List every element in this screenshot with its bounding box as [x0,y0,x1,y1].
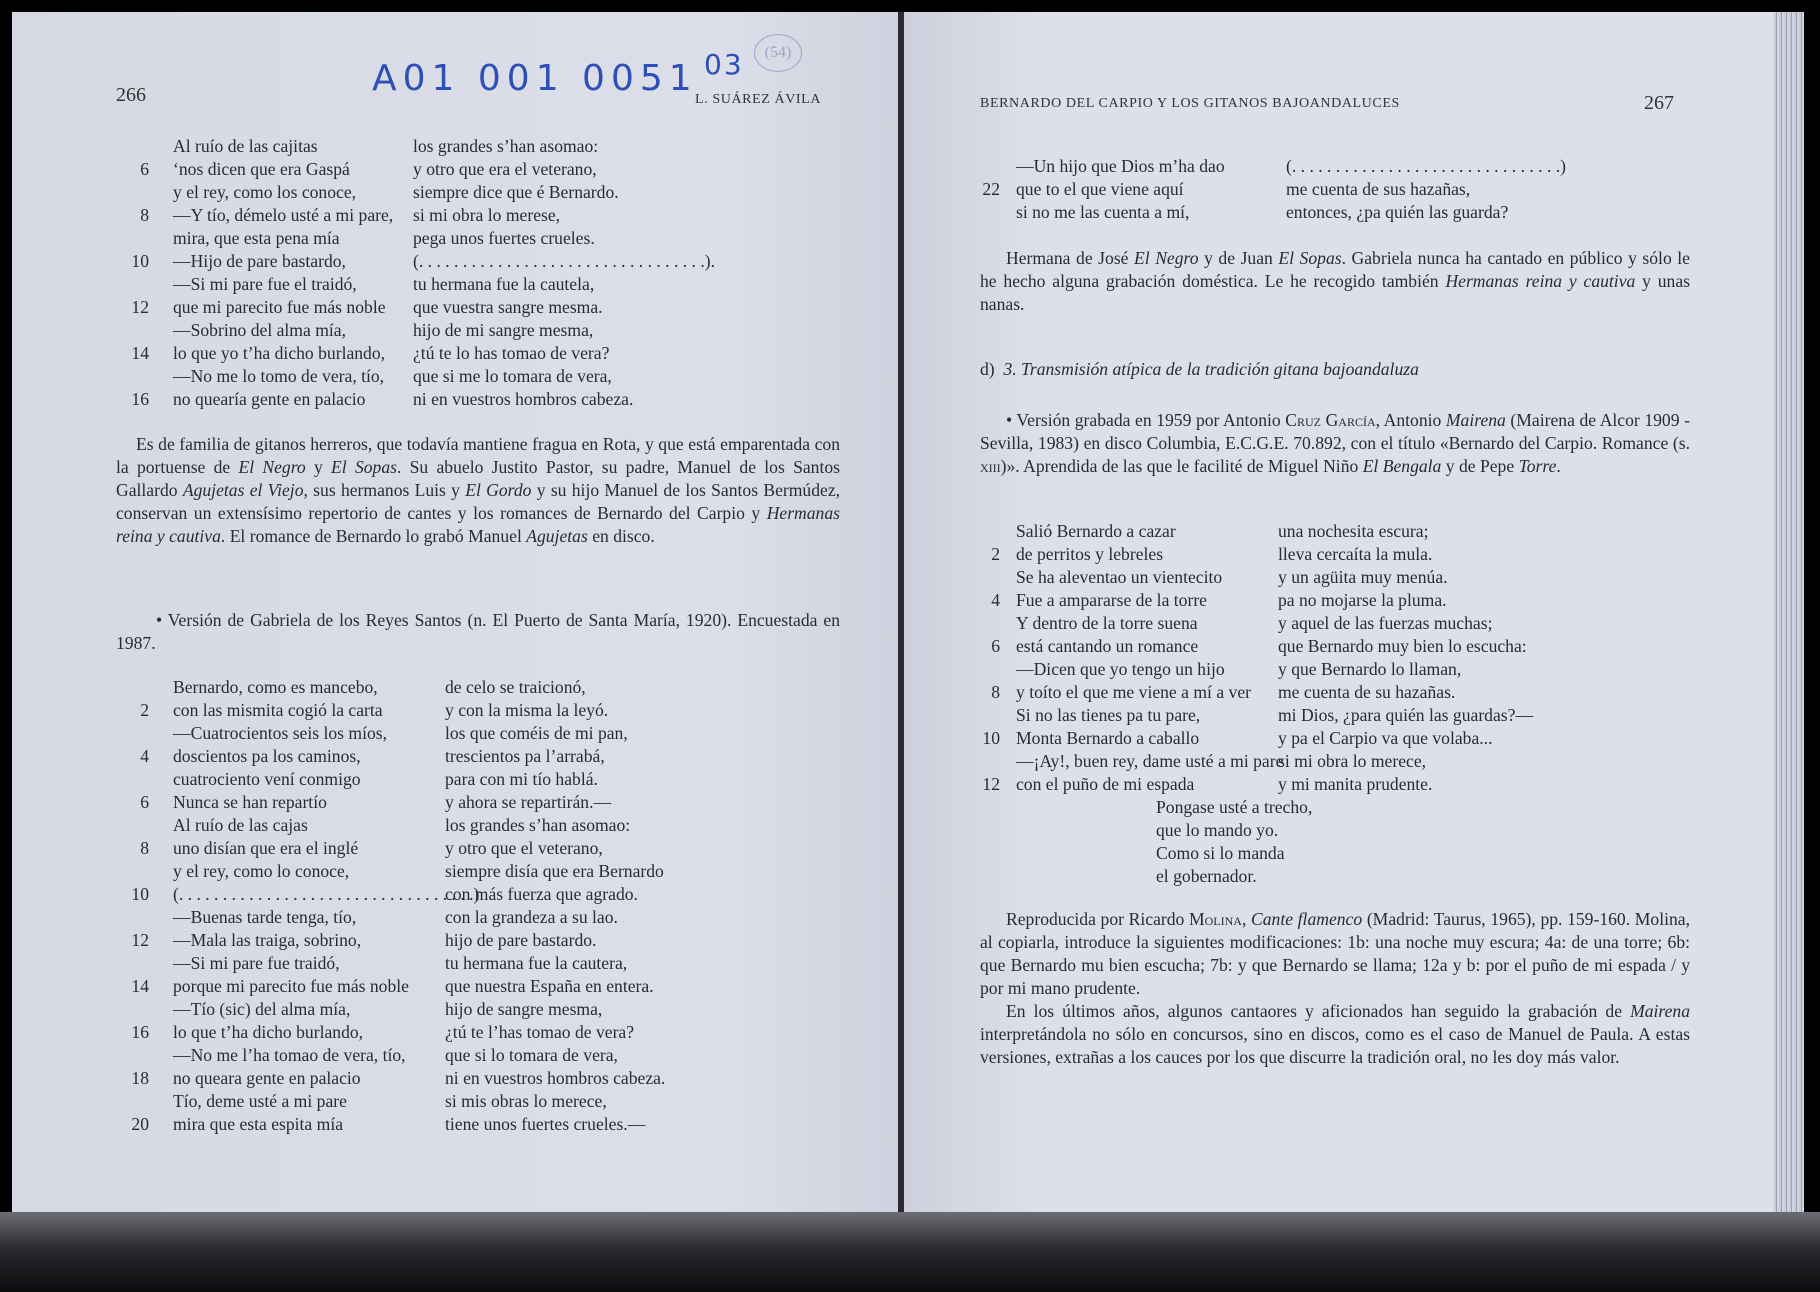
verse-hemistich-b: pa no mojarse la pluma. [1278,590,1447,610]
verse-hemistich-a: Salió Bernardo a cazar [1016,521,1176,541]
verse-hemistich-a: lo que yo t’ha dicho burlando, [173,343,386,363]
coda-line: que lo mando yo. [1156,820,1279,840]
verse-line [115,791,845,814]
verse-line [115,883,845,906]
verse-hemistich-b: los grandes s’han asomao: [445,815,631,835]
verse-line [966,635,1686,658]
paragraph-text [980,1000,1690,1069]
smallcaps-span: xiii [980,456,1001,476]
text-span: Es de familia de gitanos herreros, que todavía mantiene fragua en Rota, y que está emparentada con la portuense de [116,434,840,477]
verse-block-3 [966,155,1686,224]
verse-line [966,612,1686,635]
text-span: y de Pepe [1441,456,1519,476]
verse-line [966,658,1686,681]
italic-span: El Negro [238,457,306,477]
text-span: (Mairena de Alcor 1909 - Sevilla, 1983) en disco Columbia, E.C.G.E. 70.892, con el título «Bernardo del Carpio. Romance (s. [980,410,1690,453]
text-span: en disco. [587,526,655,546]
verse-line-number: 10 [131,251,149,271]
verse-line [115,722,845,745]
verse-line [115,929,845,952]
verse-hemistich-b: trescientos pa l’arrabá, [445,746,605,766]
verse-line-number: 18 [131,1068,149,1088]
version-intro-2 [116,609,840,655]
archive-stamp-suffix: 03 [704,48,744,81]
verse-hemistich-b: que si lo tomara de vera, [445,1045,618,1065]
verse-hemistich-b: (. . . . . . . . . . . . . . . . . . . . . . . . . . . . . . .) [1286,156,1567,176]
verse-line-number: 6 [140,159,149,179]
smallcaps-span: Molina [1188,909,1242,929]
left-page [12,12,898,1224]
verse-line [115,342,835,365]
text-span: En los últimos años, algunos cantaores y aficionados han seguido la grabación de [1006,1001,1631,1021]
verse-hemistich-b: me cuenta de su hazañas. [1278,682,1456,702]
verse-line-number: 10 [982,728,1000,748]
verse-line [115,1021,845,1044]
verse-line [115,814,845,837]
coda-line: Como si lo manda [1156,843,1285,863]
verse-line-number: 16 [131,389,149,409]
verse-line [115,768,845,791]
verse-line-number: 6 [991,636,1000,656]
verse-line [966,589,1686,612]
verse-block-1 [115,135,835,411]
verse-hemistich-a: y el rey, como los conoce, [173,182,357,202]
verse-hemistich-a: que to el que viene aquí [1016,179,1184,199]
verse-line [115,319,835,342]
verse-block-2 [115,676,845,1136]
text-span: . Su abuelo Justito Pastor, su padre, Manuel de los Santos Gallardo [116,457,840,500]
page-edges [1774,12,1804,1224]
italic-span: Cante flamenco [1251,909,1363,929]
verse-hemistich-a: Bernardo, como es mancebo, [173,677,378,697]
verse-hemistich-b: hijo de pare bastardo. [445,930,597,950]
text-span: y su hijo Manuel de los Santos Bermúdez, conservan un extensísimo repertorio de cantes y los romances de Bernardo del Carpio y [116,480,841,523]
page-number-left: 266 [116,84,146,106]
verse-hemistich-b: y ahora se repartirán.— [445,792,612,812]
verse-line [966,750,1686,773]
verse-hemistich-a: (. . . . . . . . . . . . . . . . . . . . . . . . . . . . . . . . . .) [173,884,480,904]
verse-line [115,952,845,975]
verse-hemistich-a: ‘nos dicen que era Gaspá [173,159,350,179]
verse-hemistich-b: siempre disía que era Bernardo [445,861,664,881]
verse-line [115,135,835,158]
text-span: . El romance de Bernardo lo grabó Manuel [220,526,527,546]
verse-line [115,975,845,998]
book-spread [12,12,1804,1224]
verse-hemistich-a: —Si mi pare fue traidó, [173,953,340,973]
verse-hemistich-a: cuatrociento vení conmigo [173,769,361,789]
verse-line [115,388,835,411]
verse-line [115,676,845,699]
verse-line [966,727,1686,750]
verse-line [115,998,845,1021]
verse-hemistich-a: —Mala las traiga, sobrino, [173,930,362,950]
verse-line-number: 10 [131,884,149,904]
verse-hemistich-a: doscientos pa los caminos, [173,746,361,766]
verse-hemistich-a: con las mismita cogió la carta [173,700,383,720]
verse-hemistich-a: Fue a ampararse de la torre [1016,590,1207,610]
verse-line-number: 12 [131,930,149,950]
verse-hemistich-a: que mi parecito fue más noble [173,297,386,317]
verse-hemistich-b: que Bernardo muy bien lo escucha: [1278,636,1527,656]
verse-hemistich-b: con más fuerza que agrado. [445,884,638,904]
section-heading [980,359,1419,380]
verse-hemistich-a: Nunca se han repartío [173,792,327,812]
verse-hemistich-a: porque mi parecito fue más noble [173,976,409,996]
paragraph-text [980,247,1690,316]
verse-hemistich-a: —Tío (sic) del alma mía, [173,999,351,1019]
text-span: y de Juan [1198,248,1279,268]
archive-stamp: A01 001 0051 [372,58,698,99]
text-span: interpretándola no sólo en concursos, sino en discos, como es el caso de Manuel de Paula. A estas versiones, extrañas a los cauces por los que discurre la tradición oral, no les doy más valor. [980,1024,1690,1067]
verse-hemistich-a: de perritos y lebreles [1016,544,1164,564]
verse-hemistich-b: y un agüita muy menúa. [1278,567,1448,587]
verse-hemistich-b: si mis obras lo merece, [445,1091,607,1111]
running-head-left: L. SUÁREZ ÁVILA [695,92,822,107]
paragraph-text [116,433,840,548]
verse-line [115,181,835,204]
verse-hemistich-b: ni en vuestros hombros cabeza. [445,1068,666,1088]
verse-hemistich-b: me cuenta de sus hazañas, [1286,179,1471,199]
pencil-circle-note: (54) [754,34,802,72]
verse-hemistich-a: —No me l’ha tomao de vera, tío, [173,1045,406,1065]
verse-line [966,681,1686,704]
verse-hemistich-b: y pa el Carpio va que volaba... [1278,728,1493,748]
verse-line [966,566,1686,589]
verse-hemistich-a: Y dentro de la torre suena [1016,613,1198,633]
verse-hemistich-b: que si me lo tomara de vera, [413,366,612,386]
verse-hemistich-b: siempre dice que é Bernardo. [413,182,619,202]
text-span: , Antonio [1375,410,1446,430]
section-label: d) [980,359,995,379]
verse-line [966,543,1686,566]
verse-line [115,1090,845,1113]
commentary-paragraph-2 [980,247,1690,316]
verse-line [966,704,1686,727]
verse-hemistich-b: si mi obra lo merece, [1278,751,1427,771]
verse-line [115,227,835,250]
version-intro-text: • Versión de Gabriela de los Reyes Santos (n. El Puerto de Santa María, 1920). Encuestada en 1987. [116,610,840,653]
verse-hemistich-b: y mi manita prudente. [1278,774,1433,794]
verse-line [115,1067,845,1090]
italic-span: Hermanas reina y cautiva [1445,271,1636,291]
verse-hemistich-b: hijo de sangre mesma, [445,999,603,1019]
verse-block-4 [966,520,1686,796]
page-number-right: 267 [1644,92,1674,114]
verse-line-number: 2 [140,700,149,720]
verse-line-number: 12 [131,297,149,317]
verse-hemistich-a: está cantando un romance [1016,636,1199,656]
verse-hemistich-a: —Dicen que yo tengo un hijo [1016,659,1225,679]
verse-line [966,773,1686,796]
italic-span: El Bengala [1362,456,1442,476]
verse-hemistich-a: —Si mi pare fue el traidó, [173,274,357,294]
verse-line-number: 22 [982,179,1000,199]
verse-hemistich-b: lleva cercaíta la mula. [1278,544,1433,564]
italic-span: Agujetas el Viejo [182,480,304,500]
verse-hemistich-b: si mi obra lo merese, [413,205,561,225]
verse-line [115,250,835,273]
verse-hemistich-b: que vuestra sangre mesma. [413,297,603,317]
verse-hemistich-a: con el puño de mi espada [1016,774,1195,794]
verse-line-number: 4 [991,590,1000,610]
verse-hemistich-a: Tío, deme usté a mi pare [173,1091,347,1111]
italic-span: Agujetas [526,526,588,546]
verse-line [115,1113,845,1136]
verse-hemistich-b: de celo se traicionó, [445,677,586,697]
verse-hemistich-a: —Hijo de pare bastardo, [173,251,346,271]
verse-hemistich-b: una nochesita escura; [1278,521,1429,541]
verse-hemistich-b: ¿tú te l’has tomao de vera? [445,1022,635,1042]
verse-line [115,273,835,296]
verse-hemistich-b: para con mi tío hablá. [445,769,598,789]
italic-span: El Sopas [331,457,397,477]
verse-line [966,155,1686,178]
verse-line-number: 14 [131,976,149,996]
verse-hemistich-b: tiene unos fuertes crueles.— [445,1114,646,1134]
verse-line-number: 4 [140,746,149,766]
right-page [904,12,1804,1224]
verse-hemistich-a: Monta Bernardo a caballo [1016,728,1200,748]
text-span: , sus hermanos Luis y [303,480,466,500]
verse-line [115,906,845,929]
verse-hemistich-a: y toíto el que me viene a mí a ver [1016,682,1251,702]
verse-line [115,204,835,227]
verse-hemistich-a: —Y tío, démelo usté a mi pare, [173,205,394,225]
verse-line [115,745,845,768]
verse-line [966,520,1686,543]
text-span: y unas nanas. [980,271,1691,314]
verse-hemistich-b: y otro que era el veterano, [413,159,597,179]
text-span: Reproducida por Ricardo [1006,909,1189,929]
running-head-right: BERNARDO DEL CARPIO Y LOS GITANOS BAJOANDALUCES [980,96,1400,111]
verse-line-number: 14 [131,343,149,363]
verse-hemistich-b: hijo de mi sangre mesma, [413,320,594,340]
verse-line-number: 16 [131,1022,149,1042]
italic-span: Mairena [1445,410,1506,430]
verse-hemistich-a: Si no las tienes pa tu pare, [1016,705,1201,725]
verse-hemistich-a: y el rey, como lo conoce, [173,861,350,881]
verse-line-number: 20 [131,1114,149,1134]
verse-coda [1156,796,1312,888]
verse-hemistich-b: los que coméis de mi pan, [445,723,628,743]
version-intro-text [980,409,1690,478]
verse-hemistich-b: tu hermana fue la cautera, [445,953,628,973]
verse-hemistich-b: los grandes s’han asomao: [413,136,599,156]
verse-hemistich-a: lo que t’ha dicho burlando, [173,1022,364,1042]
verse-hemistich-a: —Buenas tarde tenga, tío, [173,907,357,927]
verse-line [115,860,845,883]
commentary-paragraph-3 [980,908,1690,1069]
verse-hemistich-b: ¿tú te lo has tomao de vera? [413,343,610,363]
verse-hemistich-b: ni en vuestros hombros cabeza. [413,389,634,409]
verse-hemistich-a: —¡Ay!, buen rey, dame usté a mi pare [1016,751,1284,771]
verse-line [115,365,835,388]
verse-line [115,837,845,860]
verse-hemistich-b: y otro que el veterano, [445,838,603,858]
verse-hemistich-a: si no me las cuenta a mí, [1016,202,1190,222]
coda-line: Pongase usté a trecho, [1156,797,1313,817]
text-span: Hermana de José [1006,248,1135,268]
verse-hemistich-a: —Cuatrocientos seis los míos, [173,723,388,743]
paragraph-text [980,908,1690,1000]
italic-span: Hermanas reina y cautiva [116,503,840,546]
smallcaps-span: Cruz García [1285,410,1376,430]
italic-span: Mairena [1630,1001,1690,1021]
verse-line [115,1044,845,1067]
verse-hemistich-b: y aquel de las fuerzas muchas; [1278,613,1493,633]
italic-span: El Sopas [1278,248,1342,268]
text-span: . Gabriela nunca ha cantado en público y sólo le he hecho alguna grabación doméstica. Le he recogido también [980,248,1690,291]
verse-line-number: 12 [982,774,1000,794]
verse-hemistich-a: uno disían que era el inglé [173,838,359,858]
coda-line: el gobernador. [1156,866,1257,886]
text-span: • Versión grabada en 1959 por Antonio [1006,410,1286,430]
italic-span: Torre [1518,456,1557,476]
verse-hemistich-b: con la grandeza a su lao. [445,907,618,927]
verse-hemistich-a: mira que esta espita mía [173,1114,344,1134]
verse-hemistich-b: mi Dios, ¿para quién las guardas?— [1278,705,1534,725]
verse-hemistich-a: Al ruío de las cajitas [173,136,318,156]
italic-span: El Gordo [465,480,532,500]
verse-hemistich-a: —Sobrino del alma mía, [173,320,346,340]
verse-line-number: 8 [140,838,149,858]
section-title: 3. Transmisión atípica de la tradición gitana bajoandaluza [1003,359,1419,379]
verse-hemistich-a: no queara gente en palacio [173,1068,361,1088]
italic-span: El Negro [1134,248,1199,268]
verse-hemistich-a: Se ha aleventao un vientecito [1016,567,1223,587]
verse-line-number: 8 [140,205,149,225]
verse-hemistich-a: mira, que esta pena mía [173,228,340,248]
verse-line [115,158,835,181]
text-span: (Madrid: Taurus, 1965), pp. 159-160. Molina, al copiarla, introduce la siguientes modificaciones: 1b: una noche muy escura; 4a: de una torre; 6b: que Bernardo mu bien escucha; 7b: y que Bernardo se llama; 12a y b: por el puño de mi espada / y por mi mano prudente. [980,909,1690,998]
verse-line [115,699,845,722]
version-intro-3 [980,409,1690,478]
verse-hemistich-b: pega unos fuertes crueles. [413,228,595,248]
verse-line-number: 8 [991,682,1000,702]
text-span: y [305,457,332,477]
verse-line [966,201,1686,224]
verse-hemistich-b: y con la misma la leyó. [445,700,609,720]
text-span: )». Aprendida de las que le facilité de Miguel Niño [1000,456,1363,476]
verse-hemistich-b: tu hermana fue la cautela, [413,274,595,294]
verse-hemistich-a: Al ruío de las cajas [173,815,308,835]
verse-hemistich-a: —No me lo tomo de vera, tío, [173,366,385,386]
scan-bottom-edge [0,1212,1820,1292]
verse-hemistich-b: entonces, ¿pa quién las guarda? [1286,202,1509,222]
verse-line [115,296,835,319]
verse-line-number: 6 [140,792,149,812]
verse-line [966,178,1686,201]
verse-hemistich-b: y que Bernardo lo llaman, [1278,659,1462,679]
text-span: . [1556,456,1561,476]
text-span: , [1241,909,1251,929]
verse-line-number: 2 [991,544,1000,564]
verse-hemistich-a: —Un hijo que Dios m’ha dao [1016,156,1225,176]
commentary-paragraph-1 [116,433,840,548]
verse-hemistich-b: que nuestra España en entera. [445,976,654,996]
verse-hemistich-a: no quearía gente en palacio [173,389,366,409]
verse-hemistich-b: (. . . . . . . . . . . . . . . . . . . . . . . . . . . . . . . . .). [413,251,716,271]
